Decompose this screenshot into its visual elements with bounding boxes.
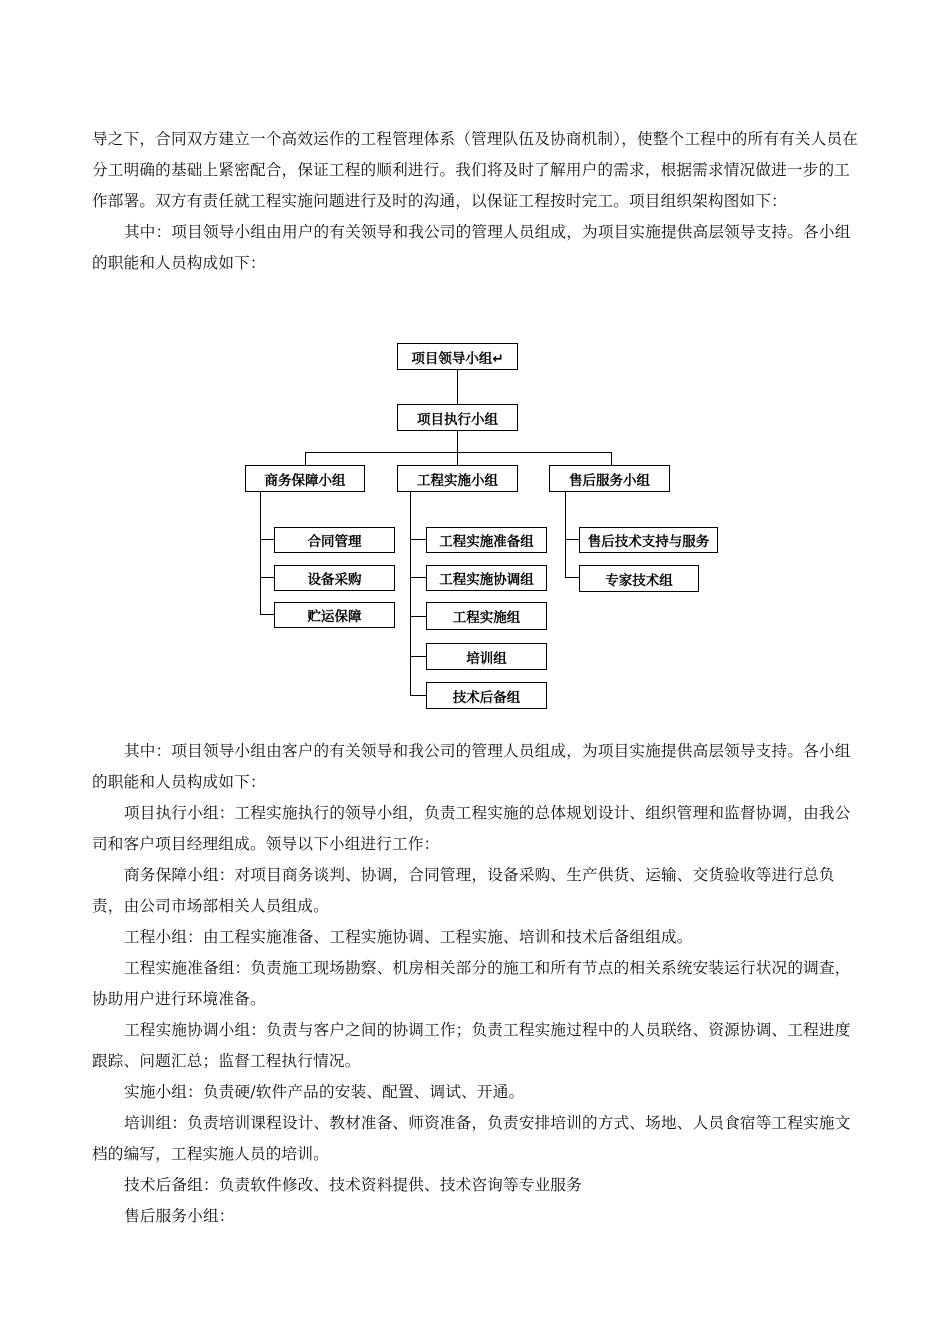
connector-line: [410, 695, 426, 696]
intro-paragraph: 导之下，合同双方建立一个高效运作的工程管理体系（管理队伍及协商机制），使整个工程中的所有有关人员在分工明确的基础上紧密配合，保证工程的顺利进行。我们将及时了解用户的需求，根据需求情况做进一步的工作部署。双方有责任就工程实施问题进行及时的沟通，以保证工程按时完工。项目组织架构图如下：: [92, 130, 859, 210]
intro-section: [92, 124, 860, 279]
intro-paragraph: 其中：项目领导小组由用户的有关领导和我公司的管理人员组成，为项目实施提供高层领导支持。各小组的职能和人员构成如下：: [92, 223, 851, 272]
body-paragraph: 培训组：负责培训课程设计、教材准备、师资准备，负责安排培训的方式、场地、人员食宿等工程实施文档的编写，工程实施人员的培训。: [92, 1114, 851, 1163]
connector-line: [410, 616, 426, 617]
body-paragraph: 工程实施准备组：负责施工现场勘察、机房相关部分的施工和所有节点的相关系统安装运行状况的调查，协助用户进行环境准备。: [92, 959, 851, 1008]
connector-line: [260, 539, 274, 540]
org-node-tech-backup: 技术后备组: [426, 682, 547, 709]
org-node-aftersales-support: 售后技术支持与服务: [579, 527, 718, 553]
body-paragraph: 其中：项目领导小组由客户的有关领导和我公司的管理人员组成，为项目实施提供高层领导支持。各小组的职能和人员构成如下：: [92, 742, 851, 791]
connector-line: [457, 369, 458, 404]
connector-line: [410, 491, 411, 695]
connector-line: [260, 491, 261, 614]
org-node-aftersales: 售后服务小组: [549, 465, 670, 492]
body-paragraph: 商务保障小组：对项目商务谈判、协调，合同管理，设备采购、生产供货、运输、交货验收等进行总负责，由公司市场部相关人员组成。: [92, 866, 835, 915]
org-node-eng-prep: 工程实施准备组: [426, 527, 547, 553]
connector-line: [260, 577, 274, 578]
connector-line: [305, 452, 611, 453]
connector-line: [410, 577, 426, 578]
connector-line: [410, 539, 426, 540]
org-node-business: 商务保障小组: [245, 465, 365, 492]
connector-line: [565, 577, 579, 578]
connector-line: [410, 656, 426, 657]
org-node-contract: 合同管理: [274, 527, 395, 553]
connector-line: [457, 430, 458, 452]
connector-line: [611, 452, 612, 465]
org-node-logistics: 贮运保障: [274, 602, 395, 628]
body-paragraph: 项目执行小组：工程实施执行的领导小组，负责工程实施的总体规划设计、组织管理和监督协调，由我公司和客户项目经理组成。领导以下小组进行工作：: [92, 804, 851, 853]
connector-line: [565, 491, 566, 577]
org-node-procurement: 设备采购: [274, 565, 395, 591]
org-node-exec: 项目执行小组: [397, 404, 518, 431]
org-node-eng-impl: 工程实施组: [426, 602, 547, 630]
connector-line: [305, 452, 306, 465]
body-paragraph: 技术后备组：负责软件修改、技术资料提供、技术咨询等专业服务: [124, 1176, 583, 1194]
description-section: [92, 736, 860, 1232]
body-paragraph: 工程小组：由工程实施准备、工程实施协调、工程实施、培训和技术后备组组成。: [124, 928, 693, 946]
body-paragraph: 工程实施协调小组：负责与客户之间的协调工作；负责工程实施过程中的人员联络、资源协调、工程进度跟踪、问题汇总；监督工程执行情况。: [92, 1021, 851, 1070]
org-node-root: 项目领导小组↵: [397, 343, 518, 370]
org-node-eng-coord: 工程实施协调组: [426, 565, 547, 591]
org-node-engineering: 工程实施小组: [397, 465, 518, 492]
body-paragraph: 售后服务小组：: [124, 1207, 235, 1225]
org-node-expert: 专家技术组: [579, 565, 699, 592]
connector-line: [260, 614, 274, 615]
org-node-training: 培训组: [426, 643, 547, 670]
connector-line: [457, 452, 458, 465]
body-paragraph: 实施小组：负责硬/软件产品的安装、配置、调试、开通。: [124, 1083, 525, 1101]
connector-line: [565, 539, 579, 540]
